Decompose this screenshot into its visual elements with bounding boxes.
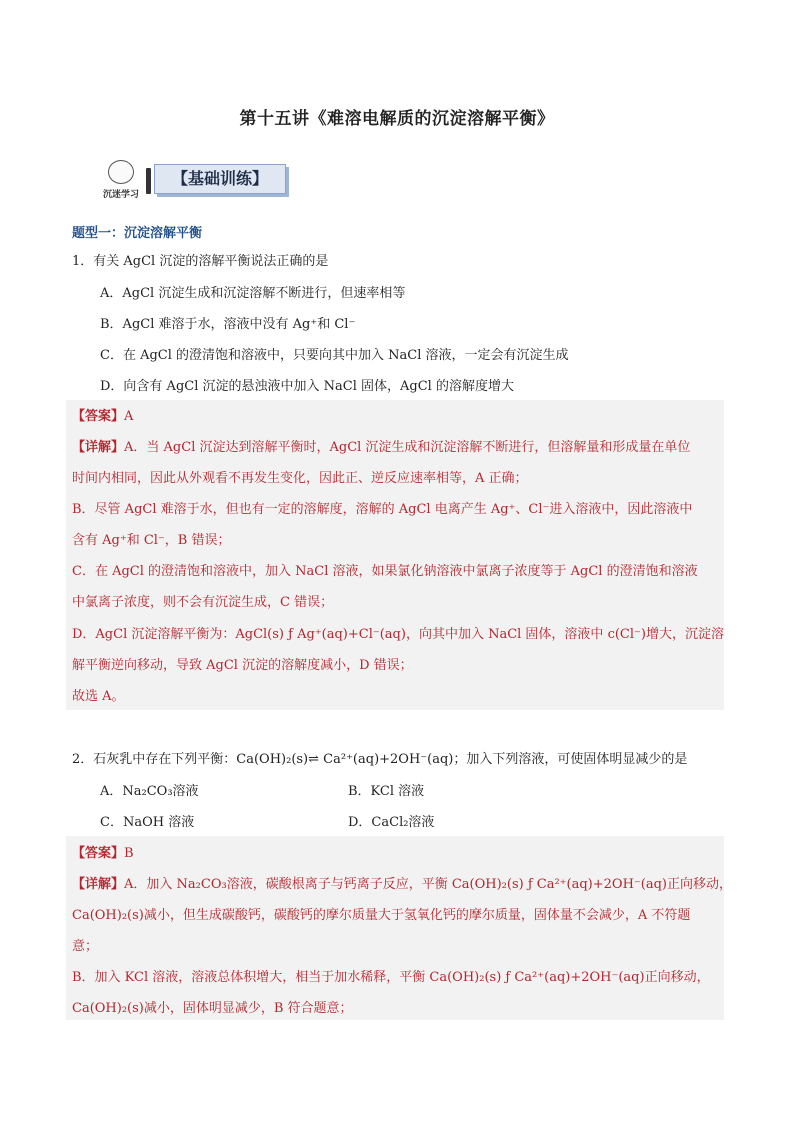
question-2-answer-block	[66, 836, 724, 1020]
question-1-detail-line: D．AgCl 沉淀溶解平衡为：AgCl(s) ƒ Ag⁺(aq)+Cl⁻(aq)，向其中加入 NaCl 固体，溶液中 c(Cl⁻)增大，沉淀溶	[72, 627, 724, 642]
question-1-detail-line: 含有 Ag⁺和 Cl⁻，B 错误；	[72, 533, 231, 548]
detail-text: A．加入 Na₂CO₃溶液，碳酸根离子与钙离子反应，平衡 Ca(OH)₂(s) ƒ Ca²⁺(aq)+2OH⁻(aq)正向移动，	[124, 877, 732, 892]
answer-value: B	[124, 846, 134, 861]
logo-text: 沉迷学习	[102, 190, 139, 200]
question-1-answer	[72, 405, 133, 424]
question-2-detail-line: B．加入 KCl 溶液，溶液总体积增大，相当于加水稀释，平衡 Ca(OH)₂(s) ƒ Ca²⁺(aq)+2OH⁻(aq)正向移动，	[72, 970, 710, 985]
section-banner	[100, 160, 290, 200]
question-2-option-c: C．NaOH 溶液	[100, 815, 195, 830]
detail-label: 【详解】	[72, 877, 125, 892]
question-2-option-a: A．Na₂CO₃溶液	[100, 784, 199, 799]
question-2-stem: 2．石灰乳中存在下列平衡：Ca(OH)₂(s)⇌ Ca²⁺(aq)+2OH⁻(aq)；加入下列溶液，可使固体明显减少的是	[72, 752, 688, 767]
question-2-option-b: B．KCl 溶液	[348, 784, 425, 799]
question-1-option-c: C．在 AgCl 的澄清饱和溶液中，只要向其中加入 NaCl 溶液，一定会有沉淀生成	[100, 348, 569, 363]
question-1-option-d: D．向含有 AgCl 沉淀的悬浊液中加入 NaCl 固体，AgCl 的溶解度增大	[100, 379, 514, 394]
question-1-detail-line	[72, 436, 690, 455]
question-2-detail-line: Ca(OH)₂(s)减小，固体明显减少，B 符合题意；	[72, 1001, 353, 1016]
question-1-option-a: A．AgCl 沉淀生成和沉淀溶解不断进行，但速率相等	[100, 286, 406, 301]
question-1-option-b: B．AgCl 难溶于水，溶液中没有 Ag⁺和 Cl⁻	[100, 317, 356, 332]
question-1-stem: 1．有关 AgCl 沉淀的溶解平衡说法正确的是	[72, 254, 329, 269]
question-2-detail-line: Ca(OH)₂(s)减小，但生成碳酸钙，碳酸钙的摩尔质量大于氢氧化钙的摩尔质量，固体量不会减少，A 不符题	[72, 908, 691, 923]
answer-value: A	[124, 409, 134, 424]
mascot-face-icon	[108, 160, 134, 184]
question-1-detail-line: B．尽管 AgCl 难溶于水，但也有一定的溶解度，溶解的 AgCl 电离产生 Ag⁺、Cl⁻进入溶液中，因此溶液中	[72, 502, 693, 517]
question-1-detail-line: 解平衡逆向移动，导致 AgCl 沉淀的溶解度减小，D 错误；	[72, 658, 413, 673]
question-1-detail-line: 中氯离子浓度，则不会有沉淀生成，C 错误；	[72, 595, 334, 610]
answer-label: 【答案】	[72, 409, 125, 424]
question-2-detail-line: 意；	[72, 939, 99, 954]
question-2-detail-line	[72, 873, 732, 892]
answer-label: 【答案】	[72, 846, 125, 861]
detail-text: A．当 AgCl 沉淀达到溶解平衡时，AgCl 沉淀生成和沉淀溶解不断进行，但溶解量和形成量在单位	[124, 440, 691, 455]
mascot-logo	[100, 160, 142, 200]
detail-label: 【详解】	[72, 440, 125, 455]
section-heading: 题型一：沉淀溶解平衡	[72, 226, 203, 241]
pen-icon	[146, 168, 151, 194]
question-1-detail-line: 故选 A。	[72, 689, 125, 704]
question-1-detail-line: 时间内相同，因此从外观看不再发生变化，因此正、逆反应速率相等，A 正确；	[72, 471, 528, 486]
question-1-detail-line: C．在 AgCl 的澄清饱和溶液中，加入 NaCl 溶液，如果氯化钠溶液中氯离子浓度等于 AgCl 的澄清饱和溶液	[72, 564, 698, 579]
banner-label: 【基础训练】	[154, 164, 286, 194]
question-2-answer	[72, 842, 134, 861]
page-title: 第十五讲《难溶电解质的沉淀溶解平衡》	[239, 109, 555, 129]
question-2-option-d: D．CaCl₂溶液	[348, 815, 435, 830]
